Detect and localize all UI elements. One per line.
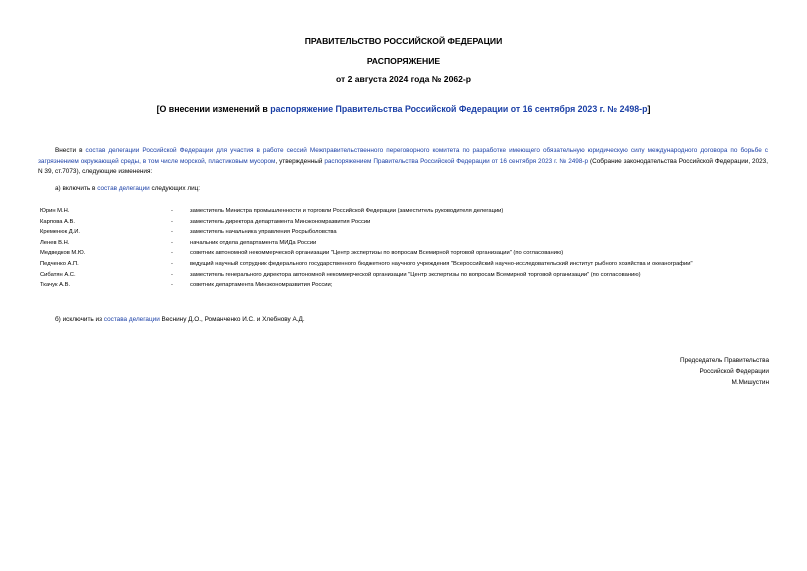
member-row	[40, 282, 780, 293]
point-a-delegation-link[interactable]: состав делегации	[97, 185, 150, 192]
member-row	[40, 208, 780, 219]
signature-title-line: Председатель Правительства	[680, 357, 769, 364]
member-position: советник департамента Минэкономразвития России;	[190, 282, 333, 289]
intro-text-2: , утвержденный	[275, 157, 325, 165]
signature-title-line-2: Российской Федерации	[699, 368, 769, 375]
intro-paragraph	[38, 146, 768, 178]
member-name: Ткачук А.В.	[40, 282, 71, 289]
point-b-delegation-link[interactable]: состава делегации	[103, 316, 160, 323]
point-b-post: Веснину Д.О., Романченко И.С. и Хлебнову А.Д.	[159, 316, 305, 323]
member-row	[40, 229, 780, 240]
member-name: Юрин М.Н.	[40, 208, 70, 214]
member-row	[40, 240, 780, 251]
point-a-pre: а) включить в	[55, 185, 98, 192]
member-position: заместитель Министра промышленности и торговли Российской Федерации (заместитель руководителя делегации)	[190, 208, 504, 214]
title-close-text: ]	[647, 104, 651, 114]
point-a-post: следующих лиц:	[149, 185, 201, 192]
member-row	[40, 250, 780, 261]
member-row	[40, 219, 780, 230]
member-dash: -	[171, 250, 173, 257]
member-dash: -	[171, 208, 173, 214]
member-name: Кременюк Д.И.	[40, 229, 81, 236]
member-position: заместитель начальника управления Росрыболовства	[190, 229, 337, 236]
member-name: Педченко А.П.	[40, 260, 79, 267]
member-position: начальник отдела департамента МИДа России	[190, 239, 317, 246]
order-2498-link[interactable]: распоряжением Правительства Российской Федерации от 16 сентября 2023 г. № 2498-р	[324, 157, 589, 165]
point-b-pre: б) исключить из	[55, 316, 104, 323]
title-amended-order-link[interactable]: распоряжение Правительства Российской Федерации от 16 сентября 2023 г. № 2498-р	[270, 104, 648, 114]
member-name: Ленев В.Н.	[40, 239, 70, 246]
document-title	[0, 104, 807, 114]
point-b	[55, 316, 305, 323]
delegation-composition-link[interactable]: состав делегации Российской Федерации для участия в работе сессий Межправительственного переговорного комитета по разработке имеющего обязательную юридическую силу международного договора по борьбе с загрязнением окружающей среды, в том числе морской, пластиковым мусором	[38, 147, 768, 165]
document-date-line: от 2 августа 2024 года № 2062-р	[335, 74, 472, 84]
members-list	[40, 208, 780, 293]
title-open-text: [О внесении изменений в	[156, 104, 271, 114]
government-heading: ПРАВИТЕЛЬСТВО РОССИЙСКОЙ ФЕДЕРАЦИИ	[304, 36, 503, 46]
signature-block	[680, 355, 769, 388]
document-type-heading: РАСПОРЯЖЕНИЕ	[366, 56, 441, 66]
member-row	[40, 261, 780, 272]
member-position: заместитель директора департамента Минэкономразвития России	[190, 218, 371, 225]
member-row	[40, 272, 780, 283]
signatory-name: М.Мишустин	[731, 379, 769, 386]
member-name: Сибатян А.С.	[40, 271, 76, 278]
member-position: заместитель генерального директора автономной некоммерческой организации "Центр экспертизы по вопросам Всемирной торговой организации" (по согласованию)	[190, 271, 641, 278]
member-name: Медведков М.Ю.	[40, 250, 86, 257]
member-dash: -	[171, 218, 173, 225]
member-dash: -	[171, 271, 173, 278]
intro-text-1: Внести в	[55, 147, 86, 154]
member-dash: -	[171, 239, 173, 246]
point-a	[55, 185, 200, 192]
member-position: ведущий научный сотрудник федерального государственного бюджетного научного учреждения "Всероссийский научно-исследовательский институт рыбного хозяйства и океанографии"	[190, 260, 693, 267]
member-dash: -	[171, 282, 173, 289]
member-position: советник автономной некоммерческой организации "Центр экспертизы по вопросам Всемирной торговой организации" (по согласованию)	[190, 250, 564, 257]
member-name: Карпова А.В.	[40, 218, 75, 225]
member-dash: -	[171, 260, 173, 267]
intro-text-3: (Собрание законодательства Российской Федерации, 2023, N 39, ст.7073), следующие изменения:	[38, 157, 769, 176]
member-dash: -	[171, 229, 173, 236]
